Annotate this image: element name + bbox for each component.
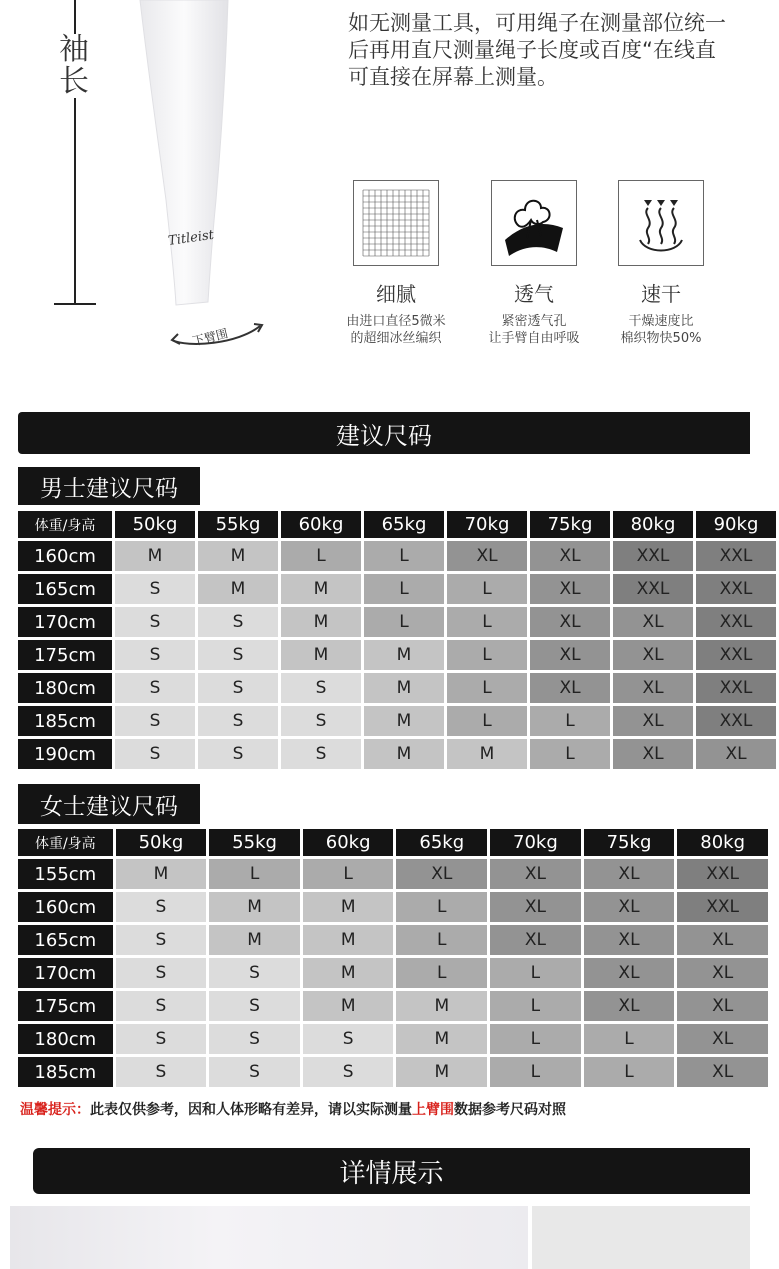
size-cell: S: [281, 673, 361, 703]
size-cell: L: [209, 859, 300, 889]
weight-header: 55kg: [198, 511, 278, 538]
size-cell: XXL: [696, 640, 776, 670]
size-cell: M: [396, 991, 487, 1021]
size-cell: S: [115, 673, 195, 703]
size-cell: S: [209, 1024, 300, 1054]
height-label: 165cm: [18, 925, 113, 955]
size-cell: M: [364, 739, 444, 769]
weight-header: 65kg: [396, 829, 487, 856]
weight-header: 80kg: [677, 829, 768, 856]
size-cell: L: [303, 859, 394, 889]
size-cell: S: [198, 739, 278, 769]
measure-instructions: [348, 10, 750, 91]
weight-header: 90kg: [696, 511, 776, 538]
height-label: 170cm: [18, 958, 113, 988]
feature-desc-line: 让手臂自由呼吸: [488, 331, 580, 346]
forearm-girth-label: [168, 318, 264, 348]
size-cell: XL: [396, 859, 487, 889]
size-cell: L: [447, 706, 527, 736]
height-label: 170cm: [18, 607, 112, 637]
weight-header: 60kg: [281, 511, 361, 538]
size-cell: L: [490, 1057, 581, 1087]
men-size-title: 男士建议尺码: [18, 467, 200, 505]
size-cell: M: [198, 541, 278, 571]
size-cell: XXL: [696, 541, 776, 571]
size-cell: L: [364, 574, 444, 604]
size-cell: XL: [490, 892, 581, 922]
height-label: 165cm: [18, 574, 112, 604]
instruction-line: 可直接在屏幕上测量。: [348, 65, 558, 89]
size-cell: XL: [613, 640, 693, 670]
weight-header: 70kg: [490, 829, 581, 856]
feature-desc-line: 紧密透气孔: [501, 314, 567, 329]
table-row: [18, 958, 768, 988]
table-row: [18, 1057, 768, 1087]
product-photo: [532, 1206, 750, 1269]
size-cell: L: [364, 541, 444, 571]
weight-header: 70kg: [447, 511, 527, 538]
height-label: 160cm: [18, 892, 113, 922]
size-cell: L: [584, 1024, 675, 1054]
table-row: [18, 739, 776, 769]
size-cell: XL: [530, 673, 610, 703]
size-cell: XL: [613, 739, 693, 769]
size-cell: XL: [584, 991, 675, 1021]
women-header-row: [18, 829, 768, 856]
size-cell: XXL: [677, 859, 768, 889]
brand-logo: Titleist: [167, 227, 215, 249]
size-cell: L: [490, 991, 581, 1021]
size-cell: L: [364, 607, 444, 637]
size-cell: M: [281, 574, 361, 604]
women-size-title: 女士建议尺码: [18, 784, 200, 824]
size-cell: S: [209, 991, 300, 1021]
size-cell: XL: [613, 706, 693, 736]
size-cell: XL: [447, 541, 527, 571]
size-cell: S: [209, 1057, 300, 1087]
weight-header: 75kg: [584, 829, 675, 856]
size-cell: M: [396, 1057, 487, 1087]
height-label: 175cm: [18, 640, 112, 670]
size-cell: L: [490, 1024, 581, 1054]
table-row: [18, 607, 776, 637]
size-cell: L: [530, 706, 610, 736]
size-cell: L: [281, 541, 361, 571]
size-section-title: 建议尺码: [18, 412, 750, 454]
instruction-line: 后再用直尺测量绳子长度或百度“在线直: [348, 38, 716, 62]
height-label: 175cm: [18, 991, 113, 1021]
sleeve-length-tick: [54, 303, 96, 305]
size-cell: S: [116, 991, 207, 1021]
feature-title: 速干: [641, 282, 681, 306]
size-cell: L: [396, 892, 487, 922]
size-cell: M: [281, 607, 361, 637]
size-cell: M: [209, 925, 300, 955]
note-suffix: 数据参考尺码对照: [454, 1102, 566, 1118]
size-cell: S: [281, 706, 361, 736]
size-cell: XL: [530, 640, 610, 670]
height-label: 180cm: [18, 1024, 113, 1054]
feature-title: 透气: [514, 282, 554, 306]
table-row: [18, 541, 776, 571]
size-cell: M: [447, 739, 527, 769]
size-cell: XXL: [677, 892, 768, 922]
sleeve-length-label: 袖长: [56, 34, 92, 98]
size-cell: XL: [530, 574, 610, 604]
size-cell: XL: [677, 1024, 768, 1054]
size-cell: M: [303, 925, 394, 955]
size-cell: L: [530, 739, 610, 769]
size-cell: XL: [696, 739, 776, 769]
feature-breathable: [474, 180, 594, 347]
size-cell: XXL: [696, 706, 776, 736]
size-cell: XL: [584, 892, 675, 922]
size-cell: XL: [530, 607, 610, 637]
weight-header: 75kg: [530, 511, 610, 538]
size-cell: S: [116, 1057, 207, 1087]
feature-desc: [601, 313, 721, 347]
corner-header: 体重/身高: [18, 511, 112, 538]
size-cell: XL: [677, 991, 768, 1021]
table-row: [18, 574, 776, 604]
height-label: 180cm: [18, 673, 112, 703]
size-cell: M: [364, 706, 444, 736]
feature-title: 细腻: [376, 282, 416, 306]
instruction-line: 如无测量工具，可用绳子在测量部位统一: [348, 11, 726, 35]
table-row: [18, 991, 768, 1021]
weight-header: 60kg: [303, 829, 394, 856]
table-row: [18, 1024, 768, 1054]
size-cell: XL: [613, 673, 693, 703]
size-cell: S: [116, 958, 207, 988]
size-cell: M: [364, 673, 444, 703]
feature-desc-line: 干燥速度比: [628, 314, 694, 329]
weight-header: 65kg: [364, 511, 444, 538]
size-cell: M: [303, 991, 394, 1021]
size-cell: S: [198, 673, 278, 703]
height-label: 155cm: [18, 859, 113, 889]
size-cell: XL: [584, 925, 675, 955]
size-cell: S: [115, 706, 195, 736]
size-cell: M: [116, 859, 207, 889]
product-photo: [10, 1206, 528, 1269]
size-cell: S: [198, 706, 278, 736]
size-cell: L: [447, 673, 527, 703]
size-cell: XXL: [613, 541, 693, 571]
women-size-table: [15, 826, 771, 1090]
size-cell: L: [396, 925, 487, 955]
size-cell: M: [303, 958, 394, 988]
size-note: [20, 1099, 566, 1119]
feature-desc-line: 的超细冰丝编织: [350, 331, 442, 346]
men-header-row: [18, 511, 776, 538]
size-cell: S: [115, 574, 195, 604]
size-cell: S: [116, 925, 207, 955]
height-label: 190cm: [18, 739, 112, 769]
forearm-girth-text: 下臂围: [191, 326, 230, 349]
table-row: [18, 673, 776, 703]
height-label: 160cm: [18, 541, 112, 571]
size-cell: S: [209, 958, 300, 988]
height-label: 185cm: [18, 706, 112, 736]
corner-header: 体重/身高: [18, 829, 113, 856]
size-cell: M: [198, 574, 278, 604]
table-row: [18, 892, 768, 922]
feature-desc-line: 由进口直径5微米: [346, 314, 446, 329]
weight-header: 80kg: [613, 511, 693, 538]
size-cell: L: [447, 607, 527, 637]
size-cell: XL: [613, 607, 693, 637]
men-size-table: [15, 508, 779, 772]
size-cell: M: [115, 541, 195, 571]
size-cell: M: [281, 640, 361, 670]
feature-desc-line: 棉织物快50%: [620, 331, 702, 346]
table-row: [18, 706, 776, 736]
feature-desc: [336, 313, 456, 347]
size-cell: XL: [490, 925, 581, 955]
size-cell: S: [115, 640, 195, 670]
size-cell: M: [209, 892, 300, 922]
size-cell: S: [198, 640, 278, 670]
table-row: [18, 925, 768, 955]
size-cell: XL: [530, 541, 610, 571]
size-cell: L: [447, 640, 527, 670]
size-cell: L: [584, 1057, 675, 1087]
feature-desc: [474, 313, 594, 347]
size-cell: XL: [584, 958, 675, 988]
weight-header: 55kg: [209, 829, 300, 856]
size-cell: XL: [490, 859, 581, 889]
size-cell: XL: [677, 958, 768, 988]
size-cell: S: [116, 892, 207, 922]
size-cell: M: [364, 640, 444, 670]
breathable-icon: [491, 180, 577, 266]
weight-header: 50kg: [116, 829, 207, 856]
note-prefix: 温馨提示：: [20, 1102, 90, 1118]
note-body: 此表仅供参考，因和人体形略有差异，请以实际测量: [90, 1102, 412, 1118]
size-cell: M: [396, 1024, 487, 1054]
arm-sleeve-image: [130, 0, 240, 310]
size-cell: L: [396, 958, 487, 988]
table-row: [18, 859, 768, 889]
size-cell: XL: [677, 1057, 768, 1087]
feature-fine: [336, 180, 456, 347]
size-cell: S: [303, 1057, 394, 1087]
feature-quick-dry: [601, 180, 721, 347]
size-cell: S: [198, 607, 278, 637]
size-cell: L: [490, 958, 581, 988]
size-cell: M: [303, 892, 394, 922]
size-cell: S: [281, 739, 361, 769]
note-highlight: 上臂围: [412, 1102, 454, 1118]
details-section-title: 详情展示: [33, 1148, 750, 1194]
size-cell: XXL: [613, 574, 693, 604]
size-cell: XXL: [696, 607, 776, 637]
size-cell: S: [115, 607, 195, 637]
table-row: [18, 640, 776, 670]
size-cell: L: [447, 574, 527, 604]
size-cell: S: [303, 1024, 394, 1054]
quick-dry-icon: [618, 180, 704, 266]
size-cell: XXL: [696, 673, 776, 703]
grid-mesh-icon: [353, 180, 439, 266]
size-cell: XL: [584, 859, 675, 889]
size-cell: XXL: [696, 574, 776, 604]
weight-header: 50kg: [115, 511, 195, 538]
height-label: 185cm: [18, 1057, 113, 1087]
size-cell: S: [115, 739, 195, 769]
size-cell: S: [116, 1024, 207, 1054]
size-cell: XL: [677, 925, 768, 955]
